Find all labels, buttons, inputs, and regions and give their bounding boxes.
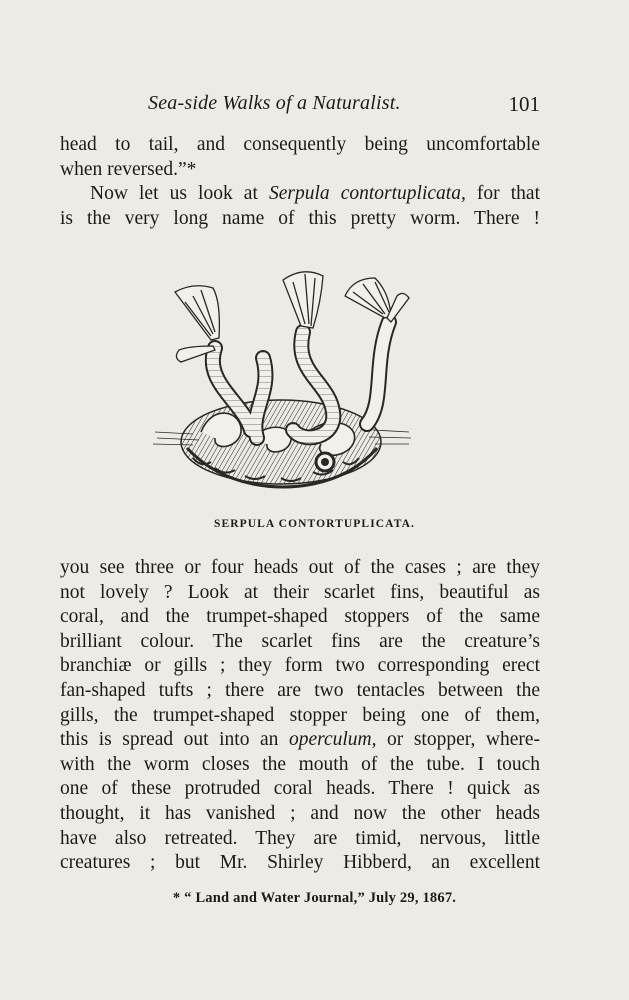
text-line: you see three or four heads out of the cases ; are they bbox=[60, 557, 540, 578]
text-line: fan-shaped tufts ; there are two tentacles between the bbox=[60, 679, 540, 701]
species-name: Serpula contortuplicata, bbox=[268, 183, 466, 205]
serpula-engraving bbox=[153, 262, 411, 510]
text-run: for that bbox=[465, 183, 540, 205]
text-line: when reversed.”* bbox=[60, 158, 197, 180]
text-line bbox=[60, 182, 540, 207]
text-line: one of these protruded coral heads. There ! quick as bbox=[60, 778, 540, 800]
text-run: or stopper, where- bbox=[376, 729, 540, 751]
footnote: * “ Land and Water Journal,” July 29, 1867. bbox=[172, 890, 457, 906]
text-line: have also retreated. They are timid, nervous, little bbox=[60, 827, 540, 849]
text-line: coral, and the trumpet-shaped stoppers of the same bbox=[60, 606, 540, 628]
text-line: is the very long name of this pretty worm. There ! bbox=[60, 207, 540, 229]
body-text-top bbox=[60, 133, 540, 231]
body-text-bottom bbox=[60, 556, 540, 876]
text-line: creatures ; but Mr. Shirley Hibberd, an excellent bbox=[60, 852, 540, 874]
text-run: this is spread out into an bbox=[60, 729, 289, 751]
figure-caption: SERPULA CONTORTUPLICATA. bbox=[213, 518, 416, 530]
text-line: with the worm closes the mouth of the tube. I touch bbox=[60, 753, 540, 775]
text-line: gills, the trumpet-shaped stopper being one of them, bbox=[60, 704, 540, 726]
text-line: brilliant colour. The scarlet fins are the creature’s bbox=[60, 630, 540, 652]
text-run: Now let us look at bbox=[90, 183, 269, 205]
text-line: head to tail, and consequently being uncomfortable bbox=[60, 134, 540, 155]
text-line bbox=[60, 728, 540, 753]
text-line: thought, it has vanished ; and now the other heads bbox=[60, 802, 540, 824]
running-head bbox=[60, 92, 540, 120]
running-title: Sea-side Walks of a Naturalist. bbox=[148, 92, 401, 114]
page-number: 101 bbox=[508, 92, 540, 116]
text-line: not lovely ? Look at their scarlet fins, beautiful as bbox=[60, 581, 540, 603]
term-operculum: operculum, bbox=[288, 729, 377, 751]
text-line: branchiæ or gills ; they form two corresponding erect bbox=[60, 655, 540, 677]
